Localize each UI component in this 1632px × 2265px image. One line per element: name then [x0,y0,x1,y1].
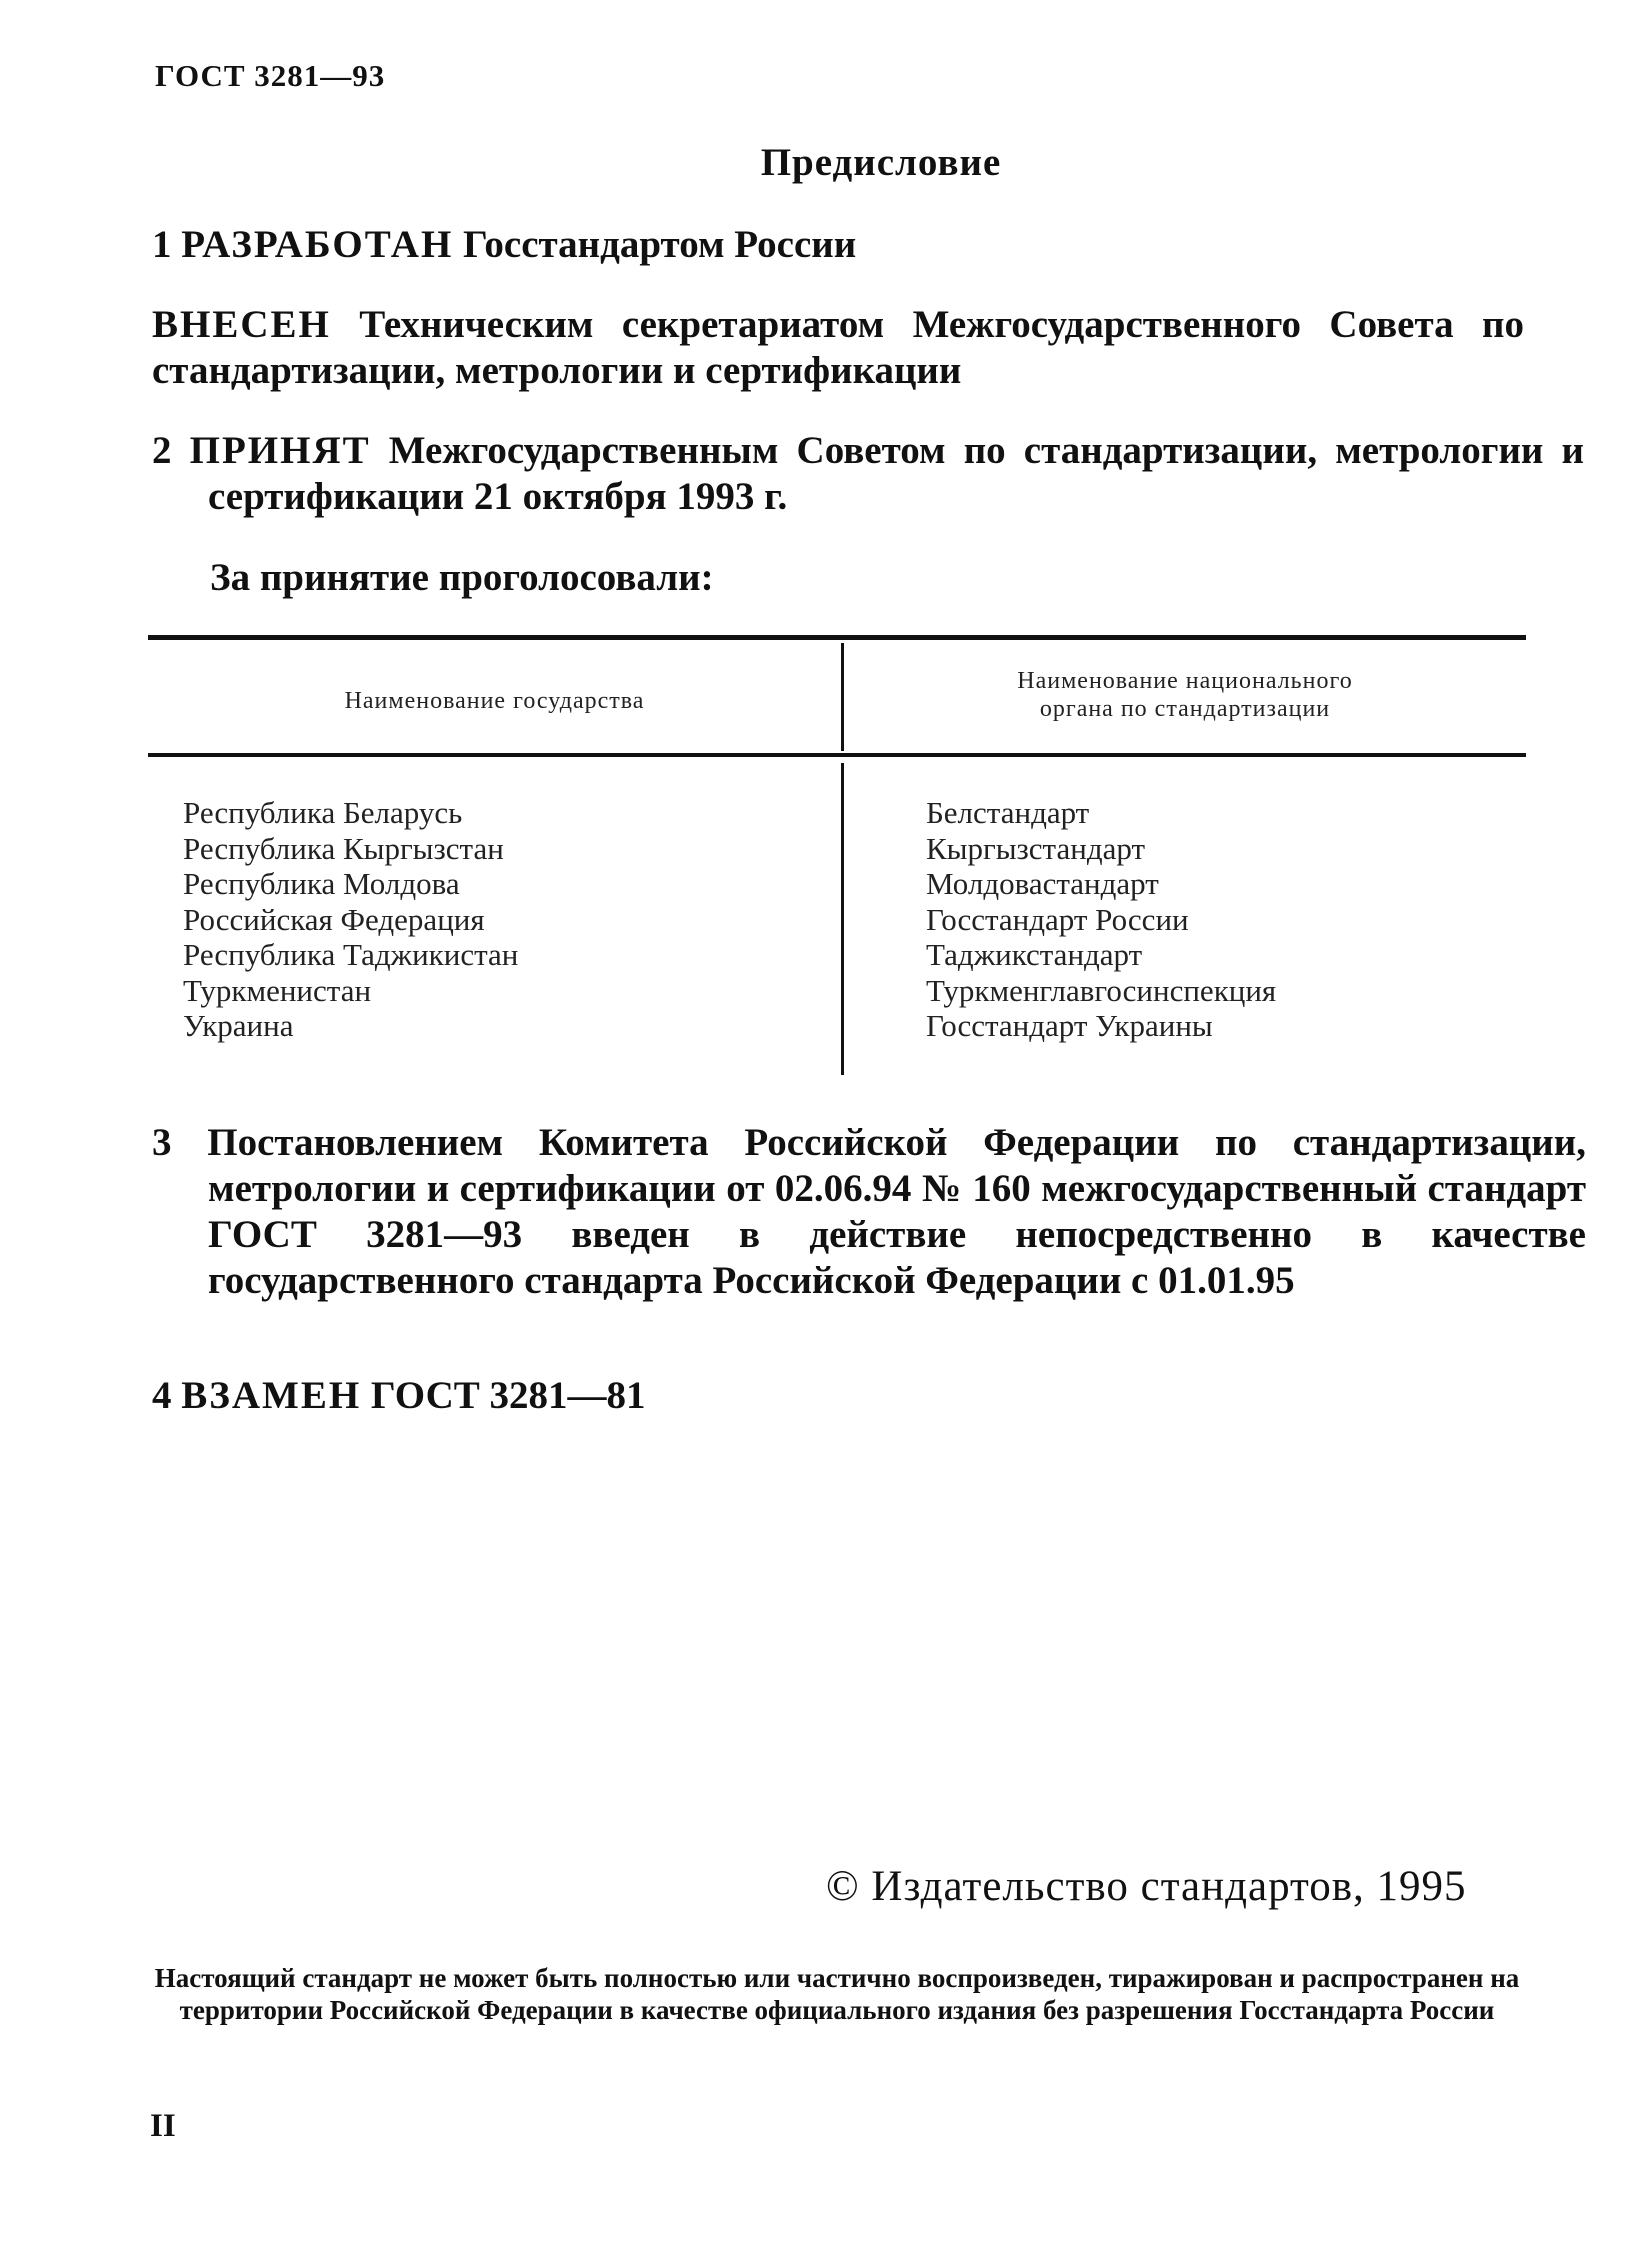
table-cell-body: Молдовастандарт [926,866,1159,901]
item-introduced [152,302,1524,394]
body-list [926,795,1276,1044]
column-header-body-line1: Наименование национального [1017,668,1353,694]
table-header-rule [148,753,1526,757]
table-cell-state: Украина [183,1008,294,1043]
column-header-body-line2: органа по стандартизации [1039,696,1331,722]
page-number: II [150,2108,176,2144]
table-cell-state: Республика Беларусь [183,795,463,830]
section-title: Предисловие [760,141,1002,184]
item-number: 4 [152,1374,172,1417]
table-cell-state: Российская Федерация [183,901,485,937]
table-top-rule [148,635,1526,640]
standard-code: ГОСТ 3281—93 [155,58,386,93]
table-cell-body: Таджикстандарт [926,937,1143,972]
column-header-body [844,667,1526,723]
table-cell-state: Республика Молдова [183,866,460,901]
voting-table [148,635,1526,1075]
table-cell-state: Туркменистан [183,972,372,1008]
item-number: 2 [152,429,172,472]
table-cell-body: Госстандарт России [926,901,1189,937]
item-number: 1 [152,223,172,266]
table-cell-body: Кыргызстандарт [926,830,1145,866]
item-developed [152,222,1524,268]
column-header-state: Наименование государства [344,688,645,714]
table-cell-state: Республика Таджикистан [183,937,519,972]
copyright-line: © Издательство стандартов, 1995 [826,1863,1467,1910]
table-cell-body: Белстандарт [926,795,1090,830]
item-adopted [152,428,1584,520]
item-text: Техническим секретариатом Межгосударственного Совета по стандартизации, метрологии и сертификации [152,303,1524,392]
table-cell-body: Госстандарт Украины [926,1008,1213,1043]
item-text: Постановлением Комитета Российской Федерации по стандартизации, метрологии и сертификации от 02.06.94 № 160 межгосударственный стандарт ГОСТ 3281—93 введен в действие непосредственно в качестве государственного стандарта Российской Федерации с 01.01.95 [207,1121,1586,1302]
item-number: 3 [152,1121,172,1164]
item-text: Межгосударственным Советом по стандартизации, метрологии и сертификации 21 октября 1993 г. [208,429,1584,518]
item-keyword: ВЗАМЕН [181,1374,362,1417]
reproduction-notice: Настоящий стандарт не может быть полностью или частично воспроизведен, тиражирован и распространен на территории Российской Федерации в качестве официального издания без разрешения Госстандарта России [154,1963,1520,2025]
item-text: ГОСТ 3281—81 [361,1374,646,1417]
state-list [183,795,518,1044]
item-keyword: ВНЕСЕН [152,303,331,346]
table-cell-state: Республика Кыргызстан [183,830,504,866]
item-keyword: РАЗРАБОТАН [181,223,454,266]
vote-label: За принятие проголосовали: [210,556,714,599]
item-keyword: ПРИНЯТ [189,429,371,472]
item-text: Госстандартом России [453,223,857,266]
item-replaces [152,1373,1524,1419]
body-column-divider [841,763,844,1075]
table-cell-body: Туркменглавгосинспекция [926,972,1277,1008]
item-enacted [152,1120,1586,1304]
